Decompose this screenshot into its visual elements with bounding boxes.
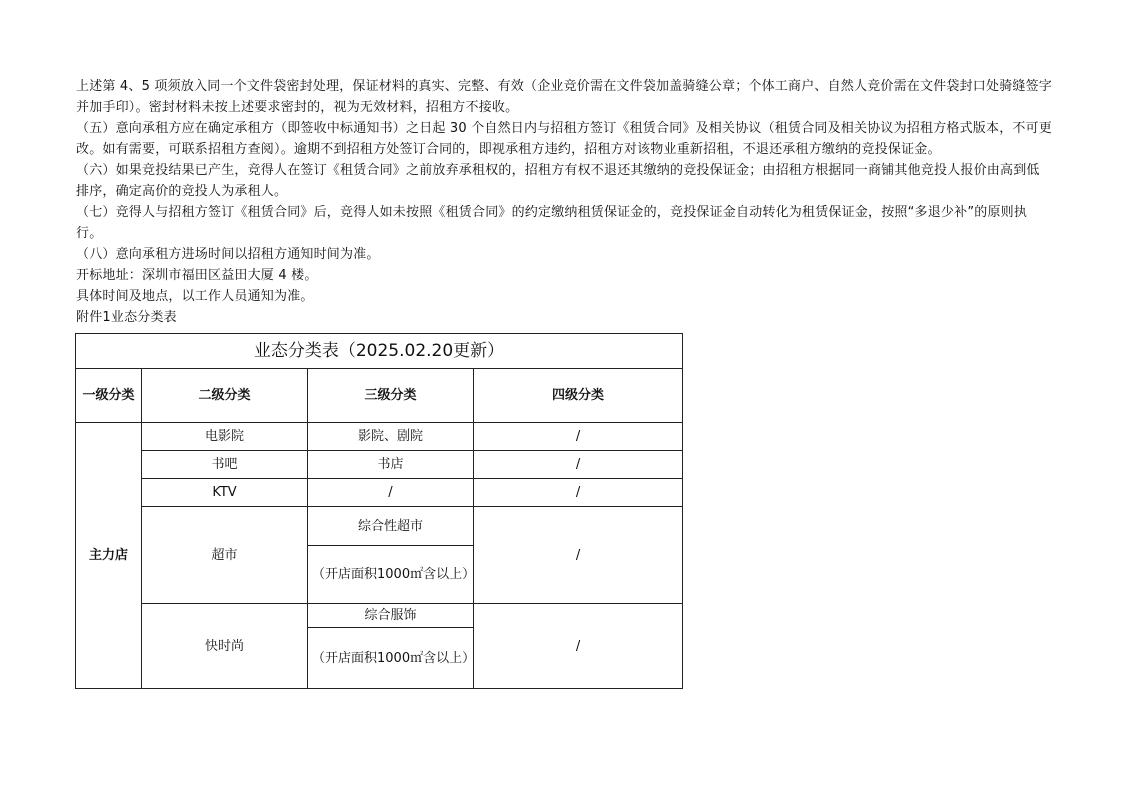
business-type-table (75, 333, 683, 689)
paragraph-item-5: （五）意向承租方应在确定承租方（即签收中标通知书）之日起 30 个自然日内与招租方签订《租赁合同》及相关协议（租赁合同及相关协议为招租方格式版本，不可更改。如有需要，可联系招租方查阅）。逾期不到招租方处签订合同的，即视承租方违约，招租方对该物业重新招租，不退还承租方缴纳的竞投保证金。 (76, 121, 1053, 157)
level2-cell: KTV (142, 479, 308, 507)
table-row (76, 423, 683, 451)
table-row (76, 507, 683, 546)
level4-cell: / (474, 451, 683, 479)
table-row (76, 479, 683, 507)
level4-cell: / (474, 507, 683, 604)
paragraph-item-8: （八）意向承租方进场时间以招租方通知时间为准。 (76, 247, 380, 262)
paragraph-notice: 具体时间及地点，以工作人员通知为准。 (76, 289, 314, 304)
table-title: 业态分类表（2025.02.20更新） (76, 334, 683, 369)
level1-cell: 主力店 (76, 423, 142, 689)
level3-cell: 综合性超市 (308, 507, 474, 546)
header-level2: 二级分类 (142, 369, 308, 423)
level3-note-cell: （开店面积1000㎡含以上） (308, 628, 474, 689)
level2-cell: 书吧 (142, 451, 308, 479)
level2-cell: 电影院 (142, 423, 308, 451)
level2-cell: 超市 (142, 507, 308, 604)
paragraph-address: 开标地址：深圳市福田区益田大厦 4 楼。 (76, 268, 318, 283)
table-row (76, 604, 683, 628)
level3-cell: 书店 (308, 451, 474, 479)
level4-cell: / (474, 604, 683, 689)
body-text (76, 76, 1052, 328)
table-row (76, 451, 683, 479)
header-level4: 四级分类 (474, 369, 683, 423)
level3-cell: 综合服饰 (308, 604, 474, 628)
level4-cell: / (474, 479, 683, 507)
header-level1: 一级分类 (76, 369, 142, 423)
paragraph-item-6: （六）如果竞投结果已产生，竞得人在签订《租赁合同》之前放弃承租权的，招租方有权不退还其缴纳的竞投保证金；由招租方根据同一商铺其他竞投人报价由高到低排序，确定高价的竞投人为承租人。 (76, 163, 1040, 199)
level3-note-cell: （开店面积1000㎡含以上） (308, 546, 474, 604)
paragraph-sealing: 上述第 4、5 项须放入同一个文件袋密封处理，保证材料的真实、完整、有效（企业竞价需在文件袋加盖骑缝公章；个体工商户、自然人竞价需在文件袋封口处骑缝签字并加手印）。密封材料未按上述要求密封的，视为无效材料，招租方不接收。 (76, 79, 1053, 115)
attachment-label: 附件1业态分类表 (76, 310, 177, 325)
level4-cell: / (474, 423, 683, 451)
level2-cell: 快时尚 (142, 604, 308, 689)
level3-cell: / (308, 479, 474, 507)
paragraph-item-7: （七）竞得人与招租方签订《租赁合同》后，竞得人如未按照《租赁合同》的约定缴纳租赁保证金的，竞投保证金自动转化为租赁保证金，按照“多退少补”的原则执行。 (76, 205, 1028, 241)
level3-cell: 影院、剧院 (308, 423, 474, 451)
header-level3: 三级分类 (308, 369, 474, 423)
